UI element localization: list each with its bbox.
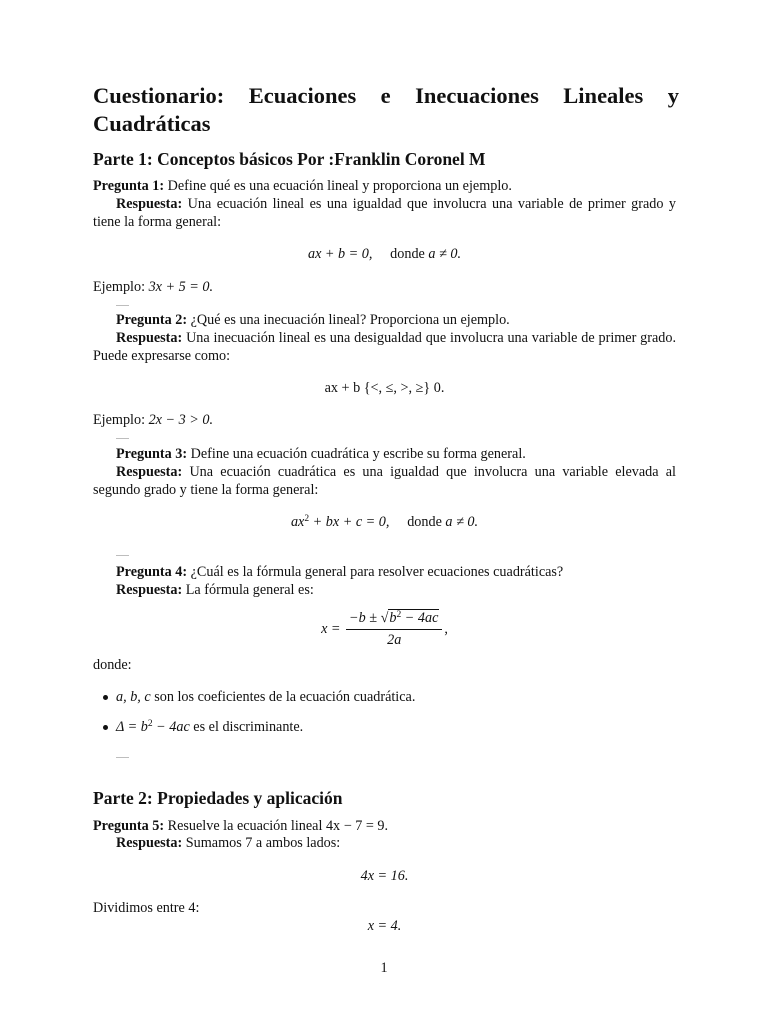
- q4-answer-text: La fórmula general es:: [185, 582, 314, 598]
- q3-formula-word: donde: [407, 514, 442, 530]
- q3-formula-left: $ax^2$ + bx + c = 0,: [290, 514, 390, 530]
- quadratic-formula: [93, 610, 676, 649]
- q3-formula-right: a ≠ 0.: [445, 514, 479, 530]
- bullet-item: $\Delta = b^2 - 4ac$ es el discriminante.: [116, 719, 304, 735]
- q2-answer-text: Una inecuación lineal es una desigualdad que involucra una variable de primer grado. Puede expresarse como:: [93, 330, 676, 364]
- q1-formula-left: ax + b = 0,: [307, 246, 373, 262]
- q5-step2: x = 4.: [367, 918, 402, 934]
- q1-label: Pregunta 1:: [93, 178, 165, 194]
- q5-question: Resuelve la ecuación lineal 4x − 7 = 9.: [167, 818, 389, 834]
- separator-dash: [116, 305, 129, 306]
- q2-label: Pregunta 2:: [116, 312, 188, 328]
- q1-example: [93, 279, 213, 297]
- q1-answer: [93, 196, 676, 231]
- q2-example-math: 2x − 3 > 0.: [148, 412, 214, 428]
- document-title: Cuestionario: Ecuaciones e Inecuaciones Lineales y Cuadráticas: [93, 83, 679, 136]
- part2-heading: Parte 2: Propiedades y aplicación: [93, 788, 343, 808]
- where-label: donde:: [93, 657, 132, 673]
- q3-answer: [93, 464, 676, 499]
- q3-label: Pregunta 3:: [116, 446, 188, 462]
- q3-answer-text: Una ecuación cuadrática es una igualdad que involucra una variable elevada al segundo grado y tiene la forma general:: [93, 464, 677, 498]
- separator-dash: [116, 438, 129, 439]
- q1-example-label: Ejemplo:: [93, 279, 146, 295]
- q2-answer: [93, 330, 676, 365]
- q3-formula: [93, 514, 676, 531]
- q5-line: [93, 818, 388, 836]
- bullet-item: a, b, c son los coeficientes de la ecuación cuadrática.: [116, 689, 416, 705]
- q3-line: [116, 446, 526, 464]
- q2-answer-label: Respuesta:: [116, 330, 183, 346]
- formula-denominator: 2a: [387, 632, 402, 648]
- q5-answer-text: Sumamos 7 a ambos lados:: [185, 835, 341, 851]
- q1-answer-label: Respuesta:: [116, 196, 183, 212]
- q1-example-math: 3x + 5 = 0.: [148, 279, 214, 295]
- q5-label: Pregunta 5:: [93, 818, 165, 834]
- q2-formula: ax + b {<, ≤, >, ≥} 0.: [324, 380, 445, 396]
- q1-formula: [93, 246, 676, 263]
- q1-line: [93, 178, 512, 196]
- q4-label: Pregunta 4:: [116, 564, 188, 580]
- q5-answer: [116, 835, 340, 853]
- formula-tail: ,: [444, 620, 448, 637]
- q1-question: Define qué es una ecuación lineal y proporciona un ejemplo.: [167, 178, 512, 194]
- q2-example-label: Ejemplo:: [93, 412, 146, 428]
- page-number: 1: [380, 960, 388, 976]
- q2-question: ¿Qué es una inecuación lineal? Proporciona un ejemplo.: [190, 312, 510, 328]
- bullet-dot: [103, 695, 108, 700]
- part1-heading: Parte 1: Conceptos básicos Por :Franklin Coronel M: [93, 149, 486, 169]
- q4-answer-label: Respuesta:: [116, 582, 183, 598]
- q3-answer-label: Respuesta:: [116, 464, 183, 480]
- formula-numerator: $-b \pm √b^2 - 4ac$: [346, 610, 442, 630]
- q5-divide: Dividimos entre 4:: [93, 900, 200, 916]
- q4-question: ¿Cuál es la fórmula general para resolver ecuaciones cuadráticas?: [190, 564, 564, 580]
- q4-line: [116, 564, 563, 582]
- q2-line: [116, 312, 510, 330]
- q5-answer-label: Respuesta:: [116, 835, 183, 851]
- formula-radicand: $b^2 - 4ac$: [389, 610, 439, 626]
- q3-question: Define una ecuación cuadrática y escribe su forma general.: [190, 446, 526, 462]
- bullet-dot: [103, 725, 108, 730]
- q1-answer-text: Una ecuación lineal es una igualdad que involucra una variable de primer grado y tiene la forma general:: [93, 196, 677, 230]
- formula-fraction: [346, 610, 442, 649]
- q5-step1: 4x = 16.: [360, 868, 409, 884]
- q4-answer: [116, 582, 314, 600]
- q1-formula-right: a ≠ 0.: [428, 246, 462, 262]
- separator-dash: [116, 555, 129, 556]
- formula-lhs: x =: [321, 620, 341, 637]
- q1-formula-word: donde: [390, 246, 425, 262]
- separator-dash: [116, 757, 129, 758]
- q2-example: [93, 412, 213, 430]
